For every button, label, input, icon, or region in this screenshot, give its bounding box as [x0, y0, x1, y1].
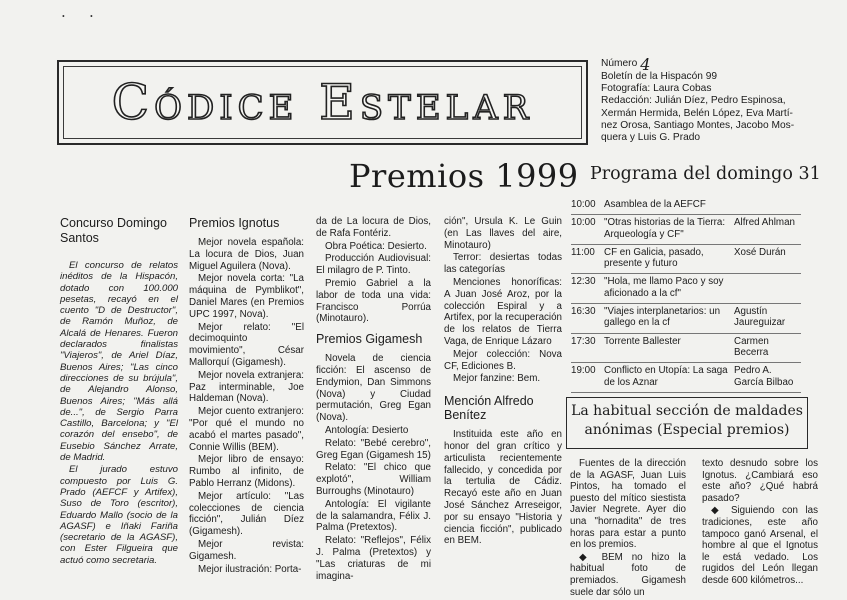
- award-item: Premio Gabriel a la labor de toda una vida: Francisco Porrúa (Minotauro).: [316, 277, 431, 325]
- award-item: Menciones honoríficas: A Juan José Aroz, por la colección Espiral y a Artifex, por la recuperación de los relatos de Tierra Vaga, de Enrique Lázaro: [444, 276, 562, 347]
- masthead-line: Redacción: Julián Díez, Pedro Espinosa,: [601, 95, 786, 107]
- issue-number: 4: [640, 55, 651, 74]
- schedule-speaker: [734, 276, 801, 299]
- schedule-event: Torrente Ballester: [604, 335, 681, 347]
- schedule-row: [571, 304, 801, 334]
- gigamesh-column: [316, 216, 431, 583]
- maldades-column: [702, 458, 818, 588]
- title-banner: [57, 60, 588, 145]
- award-item: ción", Ursula K. Le Guin (en Las llaves del aire, Minotauro): [444, 216, 562, 251]
- award-item: Mejor cuento extranjero: "Por qué el mundo no acabó el martes pasado", Connie Willis (BEM).: [189, 406, 304, 453]
- award-item: Mejor ilustración: Porta-: [198, 563, 302, 575]
- mencion-paragraph: Instituida este año en honor del gran crítico y articulista recientemente fallecido, y concedida por la tertulia de Cádiz. Recayó este año en Juan José Sánchez Arreseigor, por su ensayo "Historia y ciencia ficción", publicado en BEM.: [444, 429, 562, 547]
- premios-headline: Premios 1999: [349, 157, 579, 195]
- masthead-line: nez Orosa, Santiago Montes, Jacobo Mos-: [601, 119, 795, 131]
- masthead-line: quera y Luis G. Prado: [601, 132, 701, 144]
- maldades-paragraph: ◆ BEM no hizo la habitual foto de premiados. Gigamesh suele dar sólo un: [570, 551, 686, 598]
- award-item: da de La locura de Dios, de Rafa Fontériz.: [316, 216, 431, 239]
- title-banner-inner-frame: [63, 66, 582, 139]
- award-item: Mejor artículo: "Las colecciones de ciencia ficción", Julián Díez (Gigamesh).: [189, 490, 304, 538]
- issue-row: [601, 55, 801, 74]
- award-item: Mejor fanzine: Bem.: [453, 373, 541, 385]
- maldades-paragraph: ◆ Siguiendo con las tradiciones, este año tampoco ganó Arsenal, el hombre al que el Ignotus le está vedado. Los rugidos del León llegan desde 600 kilómetros...: [702, 505, 818, 586]
- schedule-event: CF en Galicia, pasado, presente y futuro: [604, 246, 704, 270]
- concurso-paragraph: El jurado estuvo compuesto por Luis G. Prado (AEFCF y Artifex), Suso de Toro (escritor), Eduardo Mallo (socio de la AGASF) e Iñaki Fariña (secretario de la AGASF), con Ester Filgueira que actuó como secretaria.: [60, 464, 178, 566]
- concurso-column: [60, 216, 178, 567]
- award-item: Relato: "El chico que explotó", William Burroughs (Minotauro): [316, 462, 431, 497]
- maldades-paragraph: texto desnudo sobre los Ignotus. ¿Cambiará eso este año? ¿Qué habrá pasado?: [702, 458, 818, 504]
- masthead-line: Boletín de la Hispacón 99: [601, 71, 718, 82]
- schedule-row: [571, 197, 801, 215]
- schedule-speaker: Agustín Jaureguizar: [734, 306, 786, 329]
- award-item: Mejor novela española: La locura de Dios, Juan Miguel Aguilera (Nova).: [189, 237, 304, 272]
- award-item: Antología: Desierto: [325, 424, 409, 436]
- schedule-speaker: Alfred Ahlman: [734, 217, 795, 229]
- schedule-time: 12:30: [571, 276, 596, 288]
- schedule-event: "Hola, me llamo Paco y soy aficionado a la cf": [604, 276, 724, 299]
- award-item: Mejor colección: Nova CF, Ediciones B.: [444, 348, 562, 372]
- maldades-column: [570, 458, 686, 599]
- masthead: [601, 55, 801, 144]
- mencion-heading: Mención Alfredo Benítez: [444, 394, 534, 423]
- publication-title: Códice Estelar: [111, 74, 534, 131]
- award-item: Relato: "Reflejos", Félix J. Palma (Pretextos) y "Las criaturas de mi imagina-: [316, 535, 431, 582]
- schedule-row: [571, 363, 801, 393]
- maldades-title-line: La habitual sección de maldades: [571, 403, 803, 419]
- ignotus-heading: Premios Ignotus: [189, 216, 280, 230]
- maldades-title-line: anónimas (Especial premios): [584, 422, 790, 438]
- mencion-column: [444, 216, 562, 548]
- schedule-speaker: Pedro A. García Bilbao: [734, 365, 794, 388]
- award-item: Relato: "Bebé cerebro", Greg Egan (Gigamesh 15): [316, 437, 431, 461]
- schedule-speaker: Carmen Becerra: [734, 335, 769, 358]
- schedule-event: Asamblea de la AEFCF: [604, 199, 706, 210]
- award-item: Terror: desiertas todas las categorías: [444, 252, 562, 276]
- programa-headline: Programa del domingo 31: [590, 164, 821, 184]
- maldades-title-box: [566, 397, 808, 449]
- schedule-speaker: Xosé Durán: [734, 246, 786, 258]
- schedule-time: 10:00: [571, 199, 596, 210]
- schedule-event: "Viajes interplanetarios: un gallego en la cf: [604, 306, 721, 329]
- masthead-line: Fotografía: Laura Cobas: [601, 83, 712, 95]
- award-item: Producción Audiovisual: El milagro de P. Tinto.: [316, 253, 431, 277]
- schedule-time: 10:00: [571, 217, 596, 229]
- schedule-time: 16:30: [571, 306, 596, 318]
- award-item: Novela de ciencia ficción: El ascenso de Endymion, Dan Simmons (Nova) y Ciudad permutación, Greg Egan (Nova).: [316, 353, 431, 424]
- award-item: Mejor novela extranjera: Paz interminable, Joe Haldeman (Nova).: [189, 369, 304, 405]
- schedule-speaker: [734, 199, 801, 210]
- speck-mark: •: [62, 12, 65, 21]
- schedule-row: [571, 274, 801, 304]
- award-item: Mejor relato: "El decimoquinto movimiento", César Mallorquí (Gigamesh).: [189, 321, 304, 368]
- award-item: Obra Poética: Desierto.: [325, 240, 427, 252]
- schedule-row: [571, 215, 801, 245]
- issue-label: Número: [601, 58, 638, 70]
- maldades-paragraph: Fuentes de la dirección de la AGASF, Juan Luis Pintos, ha tomado el puesto del mítico siestista Javier Negrete. Ayer dio una "hornadita" de tres horas para estar a punto en los premios.: [570, 458, 686, 551]
- schedule-time: 19:00: [571, 365, 596, 377]
- ignotus-column: [189, 216, 304, 576]
- schedule-table: [571, 197, 801, 393]
- schedule-event: "Otras historias de la Tierra: Arqueología y CF": [604, 217, 726, 240]
- award-item: Mejor libro de ensayo: Rumbo al infinito, de Pablo Herranz (Midons).: [189, 454, 304, 489]
- schedule-event: Conflicto en Utopía: La saga de los Aznar: [604, 365, 728, 388]
- concurso-heading: Concurso Domingo Santos: [60, 216, 167, 245]
- masthead-line: Xermán Hermida, Belén López, Eva Martí-: [601, 107, 793, 119]
- gigamesh-heading: Premios Gigamesh: [316, 332, 423, 347]
- award-item: Antología: El vigilante de la salamandra, Félix J. Palma (Pretextos).: [316, 498, 431, 534]
- award-item: Mejor novela corta: "La máquina de Pymblikot", Daniel Mares (en Premios UPC 1997, Nova).: [189, 273, 304, 320]
- schedule-time: 11:00: [571, 246, 595, 258]
- schedule-row: [571, 334, 801, 364]
- speck-mark: •: [90, 12, 93, 21]
- concurso-paragraph: El concurso de relatos inéditos de la Hispacón, dotado con 100.000 pesetas, recayó en el cuento "D de Destructor", de Ramón Muñoz, de Alcalá de Henares. Fueron declarados finalistas "Viajeros", de Ariel Díaz, Buenos Aires; "Las cinco direcciones de su brújula", de Alejandro Alonso, Buenos Aires; "Más allá de...", de Sergio Parra Castillo, Barcelona; y "El corazón del ensebo", de Eusebio Sánchez Arrate, de Madrid.: [60, 260, 178, 464]
- award-item: Mejor revista: Gigamesh.: [189, 538, 304, 562]
- schedule-time: 17:30: [571, 335, 596, 347]
- schedule-row: [571, 245, 801, 275]
